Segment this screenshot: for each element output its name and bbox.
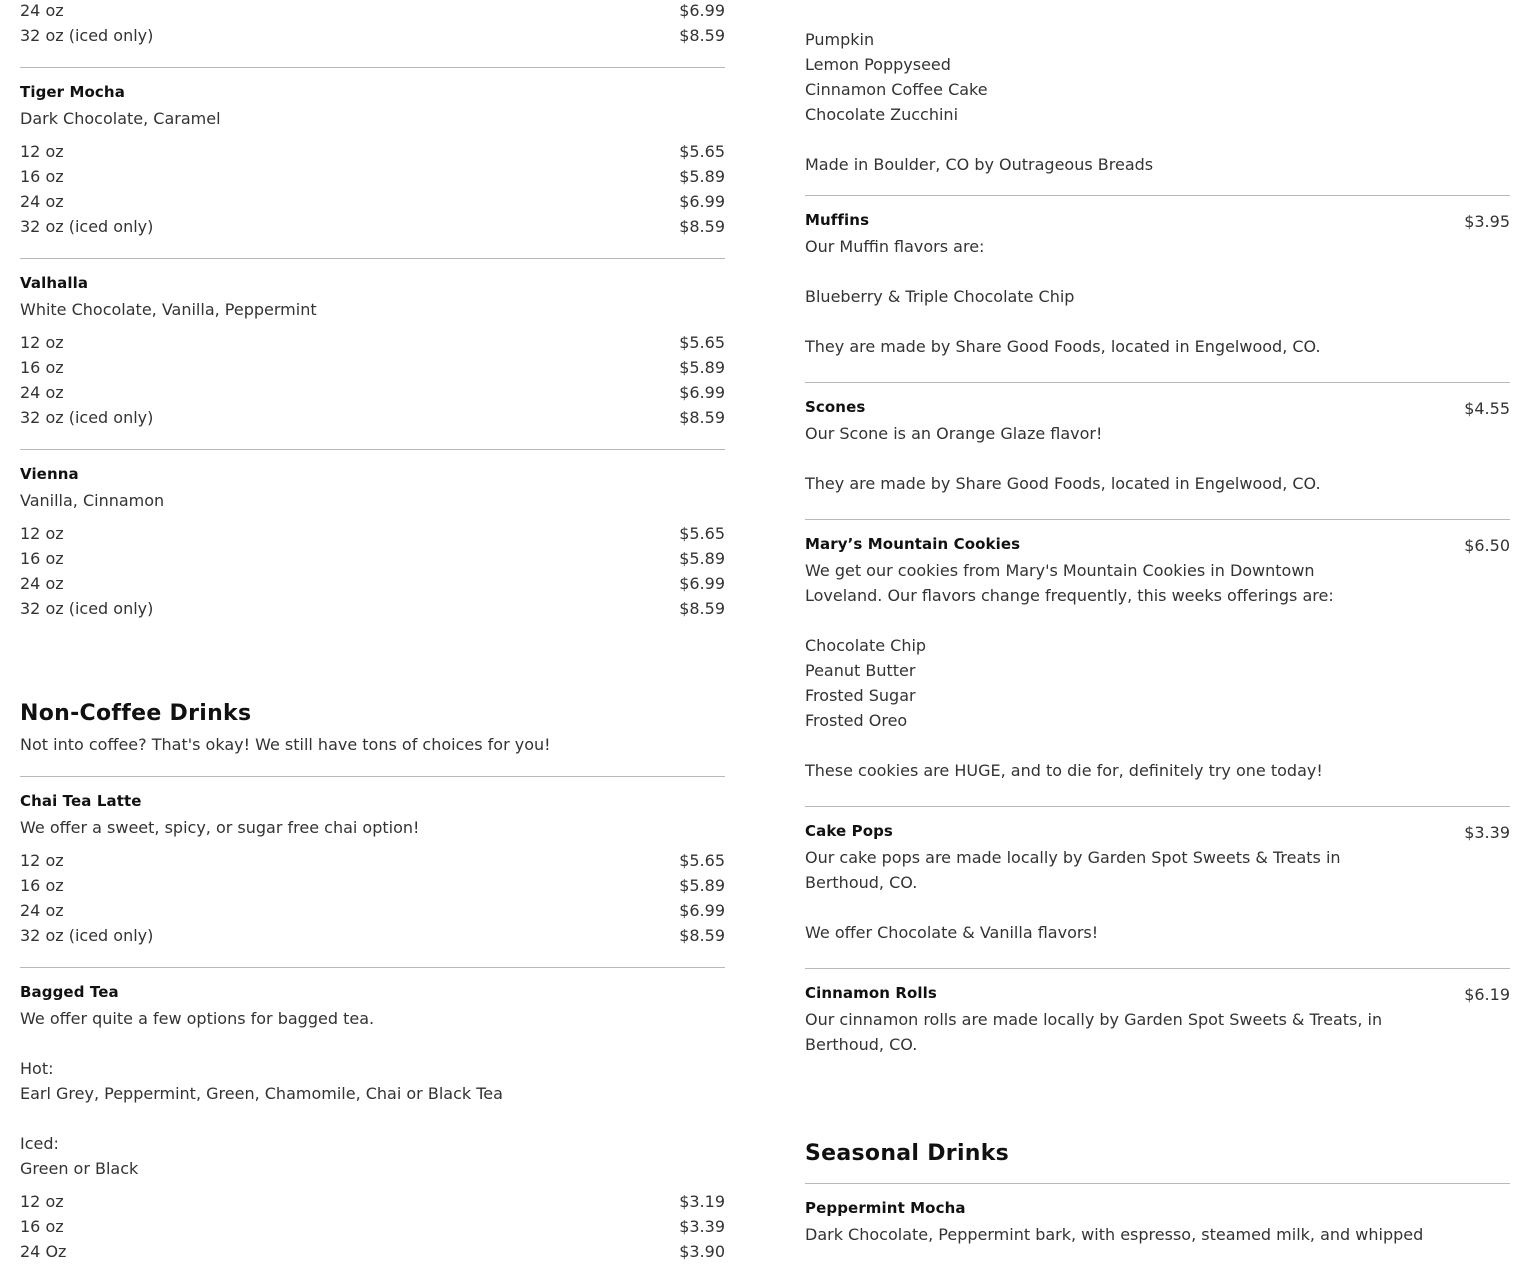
size-label: 24 oz	[20, 192, 64, 211]
item-description-line: Green or Black	[20, 1159, 139, 1178]
blank-line	[805, 309, 1510, 334]
size-row	[20, 1214, 725, 1239]
menu-item-tiger-mocha	[20, 83, 725, 239]
item-description-line: We offer quite a few options for bagged tea.	[20, 1009, 375, 1028]
partial-item-sizes	[20, 0, 725, 48]
bread-flavor: Chocolate Zucchini	[805, 105, 959, 124]
size-price: $3.19	[679, 1192, 725, 1211]
cookie-flavor: Frosted Sugar	[805, 686, 916, 705]
size-price: $5.89	[679, 876, 725, 895]
item-description-line: They are made by Share Good Foods, located in Engelwood, CO.	[805, 337, 1321, 356]
item-description-line: Hot:	[20, 1059, 54, 1078]
size-row	[20, 330, 725, 355]
size-row	[20, 571, 725, 596]
menu-item-cinnamon-rolls	[805, 984, 1510, 1057]
blank-line	[805, 895, 1510, 920]
size-label: 32 oz (iced only)	[20, 926, 154, 945]
size-row	[20, 355, 725, 380]
blank-line	[20, 1106, 725, 1131]
section-subtitle: Not into coffee? That's okay! We still have tons of choices for you!	[20, 735, 551, 754]
size-row	[20, 380, 725, 405]
size-price: $5.65	[679, 851, 725, 870]
divider	[20, 67, 725, 68]
item-description-line: We offer Chocolate & Vanilla flavors!	[805, 923, 1099, 942]
size-label: 12 oz	[20, 1192, 64, 1211]
item-price: $3.39	[1464, 823, 1510, 842]
size-row	[20, 848, 725, 873]
size-price: $5.89	[679, 358, 725, 377]
divider	[805, 806, 1510, 807]
size-label: 16 oz	[20, 358, 64, 377]
divider	[20, 967, 725, 968]
size-price: $6.99	[679, 574, 725, 593]
item-name: Vienna	[20, 465, 79, 483]
item-name: Valhalla	[20, 274, 89, 292]
size-price: $6.99	[679, 383, 725, 402]
divider	[20, 449, 725, 450]
size-label: 32 oz (iced only)	[20, 217, 154, 236]
size-label: 16 oz	[20, 1217, 64, 1236]
size-row	[20, 521, 725, 546]
bread-flavor: Lemon Poppyseed	[805, 55, 951, 74]
size-price: $8.59	[679, 599, 725, 618]
size-label: 24 oz	[20, 1, 64, 20]
divider	[805, 195, 1510, 196]
item-price: $4.55	[1464, 399, 1510, 418]
divider	[805, 382, 1510, 383]
size-row	[20, 139, 725, 164]
item-description-line: Berthoud, CO.	[805, 873, 918, 892]
item-name: Mary’s Mountain Cookies	[805, 535, 1021, 553]
item-name: Tiger Mocha	[20, 83, 125, 101]
section-seasonal-drinks	[805, 1141, 1510, 1166]
size-price: $8.59	[679, 926, 725, 945]
cookie-flavor: Chocolate Chip	[805, 636, 927, 655]
size-label: 12 oz	[20, 142, 64, 161]
item-price: $3.95	[1464, 212, 1510, 231]
cookie-flavor: Peanut Butter	[805, 661, 916, 680]
bread-origin: Made in Boulder, CO by Outrageous Breads	[805, 155, 1154, 174]
size-row	[20, 189, 725, 214]
menu-item-muffins	[805, 211, 1510, 359]
size-price: $6.99	[679, 1, 725, 20]
size-row	[20, 873, 725, 898]
bread-description	[805, 27, 1510, 177]
size-price: $8.59	[679, 217, 725, 236]
item-name: Cake Pops	[805, 822, 893, 840]
item-description: White Chocolate, Vanilla, Peppermint	[20, 300, 317, 319]
size-row	[20, 1189, 725, 1214]
item-description-line: Berthoud, CO.	[805, 1035, 918, 1054]
size-label: 32 oz (iced only)	[20, 408, 154, 427]
item-description: We offer a sweet, spicy, or sugar free chai option!	[20, 818, 420, 837]
size-label: 24 oz	[20, 901, 64, 920]
size-label: 12 oz	[20, 524, 64, 543]
size-row	[20, 596, 725, 621]
divider	[20, 258, 725, 259]
size-label: 32 oz (iced only)	[20, 599, 154, 618]
size-row	[20, 23, 725, 48]
menu-item-scones	[805, 398, 1510, 496]
size-row	[20, 0, 725, 23]
bread-flavor: Pumpkin	[805, 30, 875, 49]
item-description-line: They are made by Share Good Foods, located in Engelwood, CO.	[805, 474, 1321, 493]
size-label: 16 oz	[20, 549, 64, 568]
item-name: Peppermint Mocha	[805, 1199, 966, 1217]
size-price: $6.99	[679, 192, 725, 211]
item-name: Cinnamon Rolls	[805, 984, 937, 1002]
size-row	[20, 214, 725, 239]
size-row	[20, 898, 725, 923]
section-title: Seasonal Drinks	[805, 1141, 1010, 1166]
item-description-line: We get our cookies from Mary's Mountain Cookies in Downtown	[805, 561, 1315, 580]
blank-line	[805, 608, 1510, 633]
size-price: $8.59	[679, 26, 725, 45]
item-name: Scones	[805, 398, 866, 416]
divider	[20, 776, 725, 777]
size-price: $3.39	[679, 1217, 725, 1236]
size-price: $5.65	[679, 524, 725, 543]
size-label: 12 oz	[20, 851, 64, 870]
item-description-line: Our Muffin flavors are:	[805, 237, 985, 256]
cookie-flavor: Frosted Oreo	[805, 711, 908, 730]
blank-line	[20, 1031, 725, 1056]
item-description-line: Earl Grey, Peppermint, Green, Chamomile, Chai or Black Tea	[20, 1084, 503, 1103]
item-description-line: Loveland. Our flavors change frequently, this weeks offerings are:	[805, 586, 1334, 605]
size-row	[20, 164, 725, 189]
divider	[805, 1183, 1510, 1184]
item-description: Vanilla, Cinnamon	[20, 491, 165, 510]
item-description-line: Iced:	[20, 1134, 59, 1153]
item-description-line: Blueberry & Triple Chocolate Chip	[805, 287, 1075, 306]
section-title: Non-Coffee Drinks	[20, 701, 252, 726]
size-row	[20, 546, 725, 571]
menu-item-bagged-tea	[20, 983, 725, 1264]
size-row	[20, 405, 725, 430]
menu-item-valhalla	[20, 274, 725, 430]
size-price: $5.65	[679, 142, 725, 161]
menu-item-peppermint-mocha	[805, 1199, 1510, 1247]
blank-line	[805, 446, 1510, 471]
size-price: $6.99	[679, 901, 725, 920]
size-price: $5.89	[679, 549, 725, 568]
item-price: $6.50	[1464, 536, 1510, 555]
item-description: Dark Chocolate, Peppermint bark, with espresso, steamed milk, and whipped	[805, 1225, 1424, 1244]
item-price: $6.19	[1464, 985, 1510, 1004]
item-name: Chai Tea Latte	[20, 792, 142, 810]
menu-item-cake-pops	[805, 822, 1510, 945]
section-non-coffee	[20, 701, 725, 757]
size-label: 24 Oz	[20, 1242, 67, 1261]
item-description-line: These cookies are HUGE, and to die for, definitely try one today!	[805, 761, 1323, 780]
size-price: $8.59	[679, 408, 725, 427]
size-price: $5.89	[679, 167, 725, 186]
size-label: 32 oz (iced only)	[20, 26, 154, 45]
menu-item-vienna	[20, 465, 725, 621]
size-label: 16 oz	[20, 167, 64, 186]
menu-item-marys-mountain-cookies	[805, 535, 1510, 783]
item-description-line: Our Scone is an Orange Glaze flavor!	[805, 424, 1103, 443]
menu-item-chai-tea-latte	[20, 792, 725, 948]
size-label: 24 oz	[20, 383, 64, 402]
size-price: $5.65	[679, 333, 725, 352]
item-description-line: Our cinnamon rolls are made locally by Garden Spot Sweets & Treats, in	[805, 1010, 1383, 1029]
item-description: Dark Chocolate, Caramel	[20, 109, 221, 128]
item-name: Bagged Tea	[20, 983, 119, 1001]
bread-flavor: Cinnamon Coffee Cake	[805, 80, 988, 99]
size-row	[20, 1239, 725, 1264]
divider	[805, 519, 1510, 520]
blank-line	[805, 127, 1510, 152]
size-label: 24 oz	[20, 574, 64, 593]
item-name: Muffins	[805, 211, 870, 229]
blank-line	[805, 733, 1510, 758]
size-price: $3.90	[679, 1242, 725, 1261]
size-row	[20, 923, 725, 948]
size-label: 16 oz	[20, 876, 64, 895]
item-description-line: Our cake pops are made locally by Garden Spot Sweets & Treats in	[805, 848, 1341, 867]
size-label: 12 oz	[20, 333, 64, 352]
blank-line	[805, 259, 1510, 284]
divider	[805, 968, 1510, 969]
